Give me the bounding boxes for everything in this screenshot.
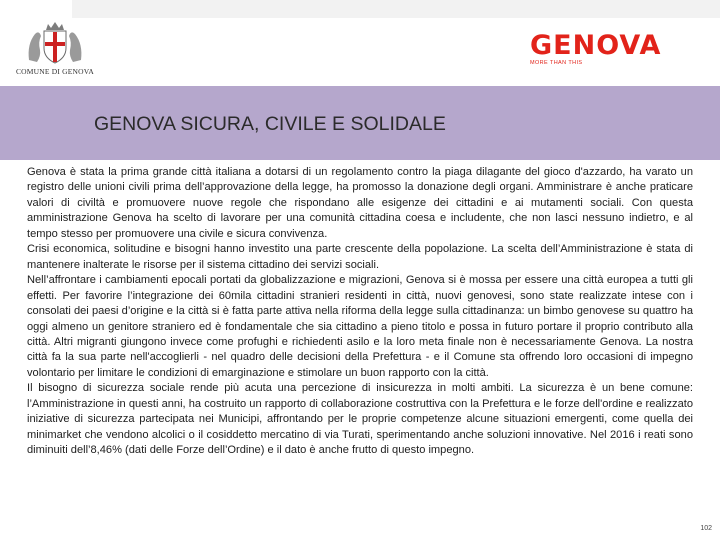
brand-tagline: MORE THAN THIS (530, 60, 583, 66)
paragraph: Crisi economica, solitudine e bisogni hanno investito una parte crescente della popolazione. La scelta dell’Amministrazione è stata di mantenere inalterate le risorse per il sistema cittadino dei servizi sociali. (27, 243, 693, 271)
title-banner (0, 86, 720, 160)
comune-logo (10, 20, 100, 82)
paragraph: Il bisogno di sicurezza sociale rende più acuta una percezione di insicurezza in molti ambiti. La sicurezza è un bene comune: l’Amministrazione in questi anni, ha costruito un rapporto di collaborazione costruttiva con la Prefettura e le forze dell'ordine e realizzato iniziative di sicurezza partecipata nei Municipi, affrontando per le proprie competenze alcune situazioni emergenti, come quella dei minimarket che vendono alcolici o il cosiddetto mercatino di via Turati, sperimentando anche soluzioni innovative. Nel 2016 i reati sono diminuiti dell’8,46% (dati delle Forze dell’Ordine) e il dato è anche frutto di questo impegno. (27, 382, 693, 457)
page-number: 102 (700, 525, 712, 532)
page-title: GENOVA SICURA, CIVILE E SOLIDALE (94, 113, 446, 135)
paragraph: Genova è stata la prima grande città italiana a dotarsi di un regolamento contro la piaga dilagante del gioco d'azzardo, ha varato un registro delle unioni civili prima dell’approvazione della legge, ha promosso la donazione degli organi. Amministrare è anche praticare valori di civiltà e promuovere nuove regole che rispondano alle esigenze dei cittadini e ai mutamenti sociali. Con questa amministrazione Genova ha scelto di lavorare per una comunità cittadina coesa e includente, che non lasci nessuno indietro, e al tempo stesso per promuovere una civile e sicura convivenza. (27, 166, 693, 240)
city-crest-icon (25, 20, 85, 66)
genova-brand-logo (530, 32, 705, 66)
top-decorative-strip (72, 0, 720, 18)
paragraph: Nell’affrontare i cambiamenti epocali portati da globalizzazione e migrazioni, Genova si è mossa per essere una città europea a tutti gli effetti. Per favorire l’integrazione dei 60mila cittadini stranieri residenti in città, nuovi genovesi, sono state realizzate intese con i consolati dei paesi d’origine e la città si è fatta parte attiva nella riforma della legge sulla cittadinanza: un bimbo genovese su quattro ha oggi almeno un genitore straniero ed è fondamentale che sia cittadino a pieno titolo e possa in futuro portare il proprio contributo alla città. Altri migranti giungono invece come profughi e richiedenti asilo e la loro meta finale non è necessariamente Genova. La nostra città fa la sua parte nell'accoglierli - nel quadro delle decisioni della Prefettura - e il Comune sta offrendo loro occasioni di impegno volontario per limitare le condizioni di emarginazione e stimolare un buon rapporto con la città. (27, 274, 693, 379)
municipality-caption: COMUNE DI GENOVA (15, 67, 95, 76)
brand-word: GENOVA (530, 30, 662, 61)
body-text (27, 165, 693, 459)
